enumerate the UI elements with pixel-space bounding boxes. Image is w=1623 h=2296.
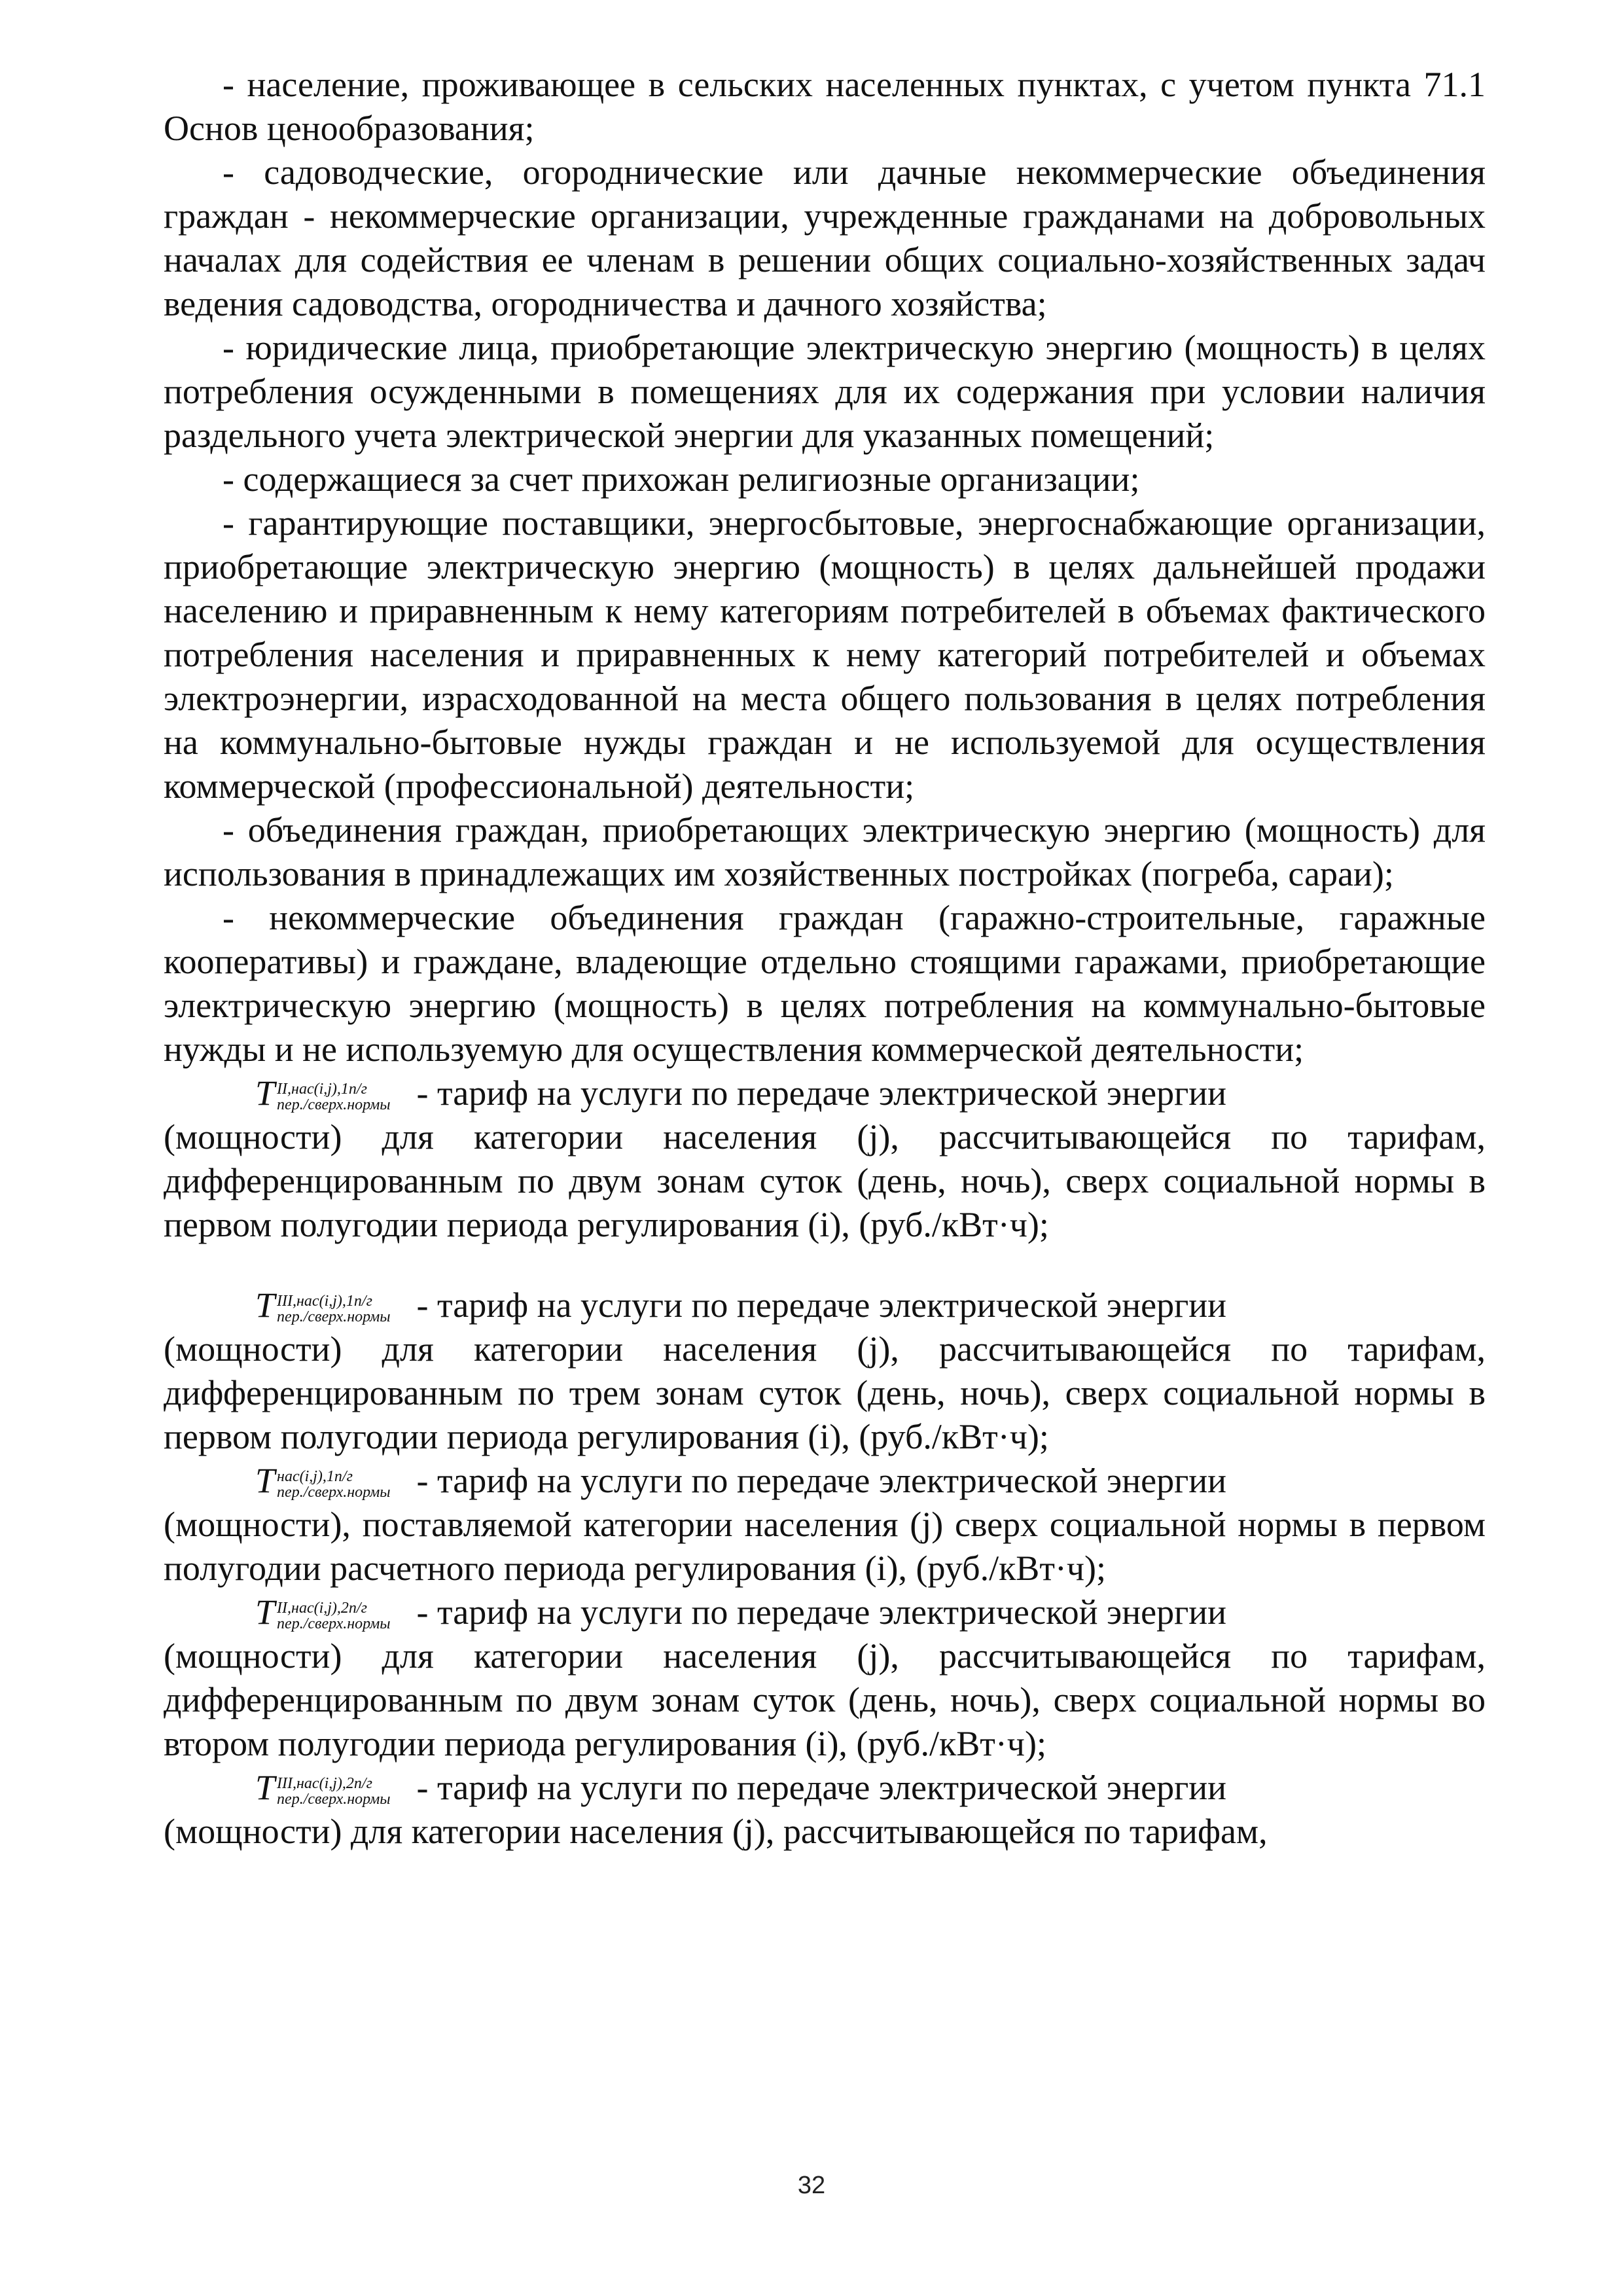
formula-symbol: T нас(i,j),1п/г пер./сверх.нормы — [255, 1461, 391, 1501]
formula-symbol: T II,нас(i,j),1п/г пер./сверх.нормы — [255, 1073, 391, 1113]
definition-item — [164, 1766, 1486, 1854]
definition-first-line: - тариф на услуги по передаче электрической энергии — [416, 1592, 1227, 1632]
definition-item — [164, 1459, 1486, 1590]
page-number: 32 — [797, 2172, 826, 2199]
formula-symbol: T II,нас(i,j),2п/г пер./сверх.нормы — [255, 1592, 391, 1632]
definition-first-line: - тариф на услуги по передаче электрической энергии — [416, 1461, 1227, 1500]
formula-symbol: T III,нас(i,j),2п/г пер./сверх.нормы — [255, 1768, 391, 1808]
definition-text: (мощности) для категории населения (j), рассчитывающейся по тарифам, дифференцированным по двум зонам суток (день, ночь), сверх социальной нормы во втором полугодии периода регулирования (i), (руб./кВт·ч); — [164, 1636, 1486, 1763]
definition-text: (мощности) для категории населения (j), рассчитывающейся по тарифам, дифференцированным по двум зонам суток (день, ночь), сверх социальной нормы в первом полугодии периода регулирования (i), (руб./кВт·ч); — [164, 1117, 1486, 1244]
paragraph-citizen-associations: - объединения граждан, приобретающих электрическую энергию (мощность) для использования в принадлежащих им хозяйственных постройках (погреба, сараи); — [164, 810, 1486, 893]
paragraph-garage-cooperatives: - некоммерческие объединения граждан (гаражно-строительные, гаражные кооперативы) и граждане, владеющие отдельно стоящими гаражами, приобретающие электрическую энергию (мощность) в целях потребления на коммунально-бытовые нужды и не используемую для осуществления коммерческой деятельности; — [164, 898, 1486, 1069]
definition-first-line: - тариф на услуги по передаче электрической энергии — [416, 1768, 1227, 1807]
definition-first-line: - тариф на услуги по передаче электрической энергии — [416, 1073, 1227, 1113]
definition-item — [164, 1071, 1486, 1247]
definition-item — [164, 1590, 1486, 1766]
paragraph-legal-entities: - юридические лица, приобретающие электрическую энергию (мощность) в целях потребления осужденными в помещениях для их содержания при условии наличия раздельного учета электрической энергии для указанных помещений; — [164, 328, 1486, 455]
paragraph-suppliers: - гарантирующие поставщики, энергосбытовые, энергоснабжающие организации, приобретающие электрическую энергию (мощность) в целях дальнейшей продажи населению и приравненным к нему категориям потребителей в объемах фактического потребления населения и приравненных к нему категорий потребителей и объемах электроэнергии, израсходованной на места общего пользования в целях потребления на коммунально-бытовые нужды граждан и не используемой для осуществления коммерческой (профессиональной) деятельности; — [164, 503, 1486, 806]
definition-text: (мощности) для категории населения (j), рассчитывающейся по тарифам, дифференцированным по трем зонам суток (день, ночь), сверх социальной нормы в первом полугодии периода регулирования (i), (руб./кВт·ч); — [164, 1329, 1486, 1456]
definition-text: (мощности), поставляемой категории населения (j) сверх социальной нормы в первом полугодии расчетного периода регулирования (i), (руб./кВт·ч); — [164, 1505, 1486, 1588]
formula-symbol: T III,нас(i,j),1п/г пер./сверх.нормы — [255, 1285, 391, 1325]
paragraph-garden-associations: - садоводческие, огороднические или дачные некоммерческие объединения граждан - некоммерческие организации, учрежденные гражданами на добровольных началах для содействия ее членам в решении общих социально-хозяйственных задач ведения садоводства, огородничества и дачного хозяйства; — [164, 152, 1486, 323]
paragraph-rural-population: - население, проживающее в сельских населенных пунктах, с учетом пункта 71.1 Основ ценообразования; — [164, 65, 1486, 148]
definition-text: (мощности) для категории населения (j), рассчитывающейся по тарифам, — [164, 1812, 1268, 1851]
definition-first-line: - тариф на услуги по передаче электрической энергии — [416, 1285, 1227, 1325]
definition-item — [164, 1283, 1486, 1459]
paragraph-religious-orgs: - содержащиеся за счет прихожан религиозные организации; — [223, 459, 1140, 499]
